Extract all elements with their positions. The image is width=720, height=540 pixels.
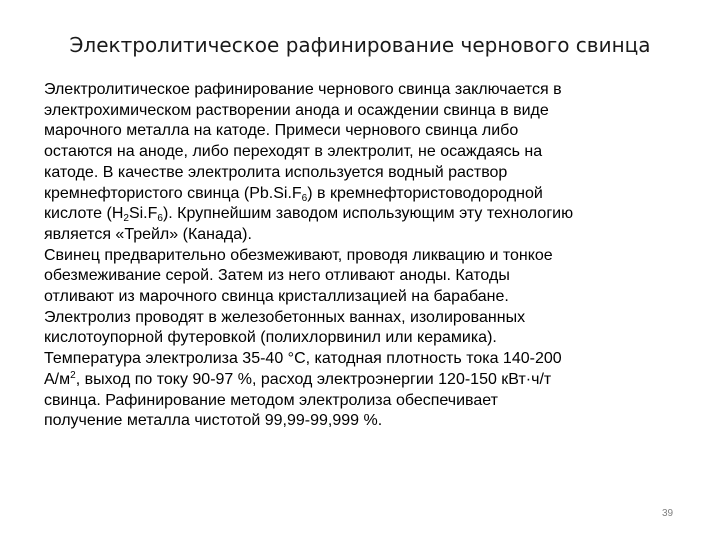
text-fragment: ). Крупнейшим заводом использующим эту технологию [162,205,574,223]
superscript: 2 [70,369,76,381]
subscript: 6 [157,213,163,225]
text-line [44,184,664,205]
text-line: Температура электролиза 35-40 °С, катодная плотность тока 140-200 [44,350,562,368]
text-line: свинца. Рафинирование методом электролиза обеспечивает [44,391,498,409]
text-line: является «Трейл» (Канада). [44,225,252,243]
subscript: 2 [123,213,129,225]
slide-title: Электролитическое рафинирование чернового свинца [69,33,651,57]
body-paragraph-1 [44,80,664,246]
text-fragment: , выход по току 90-97 %, расход электроэнергии 120-150 кВт·ч/т [75,370,552,388]
text-fragment: ) в кремнефтористоводородной [307,184,543,202]
text-fragment: А/м [44,370,71,388]
text-line: Электролитическое рафинирование чернового свинца заключается в [44,81,562,98]
text-line: получение металла чистотой 99,99-99,999 %. [44,412,383,430]
text-fragment: Si.F [128,205,158,223]
text-fragment: кремнефтористого свинца (Pb.Si.F [44,184,302,202]
text-line: катоде. В качестве электролита используется водный раствор [44,163,508,181]
text-line [44,204,664,225]
text-line: остаются на аноде, либо переходят в электролит, не осаждаясь на [44,143,543,161]
subscript: 6 [301,192,308,204]
text-line: кислотоупорной футеровкой (полихлорвинил или керамика). [44,329,497,347]
text-line: электрохимическом растворении анода и осаждении свинца в виде [44,101,549,119]
text-line: марочного металла на катоде. Примеси чернового свинца либо [44,122,519,140]
text-fragment: кислоте (H [44,205,124,223]
text-line: обезмеживание серой. Затем из него отливают аноды. Катоды [44,267,510,285]
body-paragraph-2 [44,246,664,432]
page-number: 39 [662,508,674,519]
text-line: Электролиз проводят в железобетонных ваннах, изолированных [44,308,526,326]
text-line: Свинец предварительно обезмеживают, проводя ликвацию и тонкое [44,246,553,264]
text-line [44,369,664,391]
text-line: отливают из марочного свинца кристаллизацией на барабане. [44,288,509,306]
slide-body [44,80,664,432]
